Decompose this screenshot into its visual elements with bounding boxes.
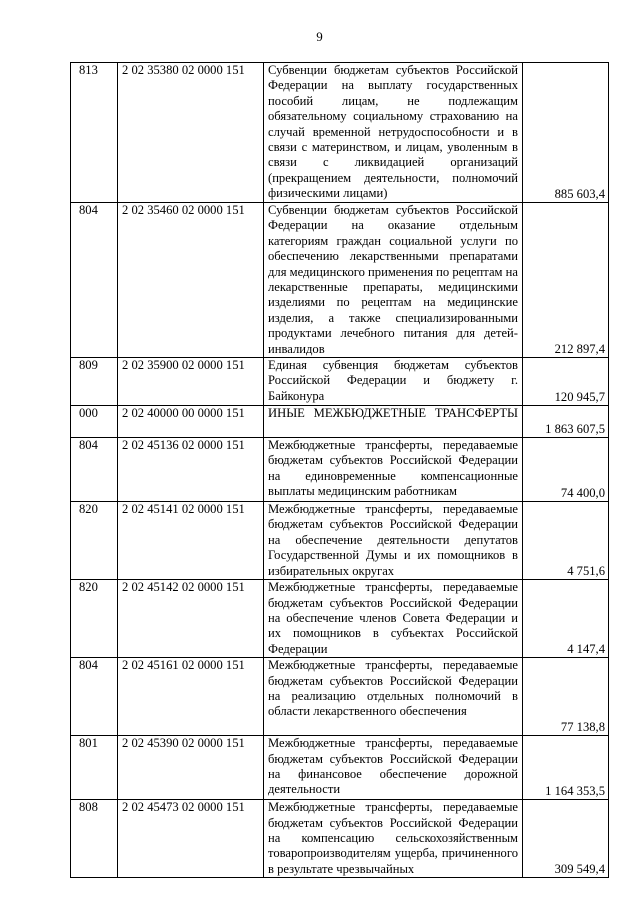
admin-code-cell: 801 [71,736,118,800]
amount-cell: 1 164 353,5 [523,736,609,800]
table-row [71,736,609,800]
amount-cell: 4 751,6 [523,502,609,580]
amount-cell: 77 138,8 [523,658,609,736]
amount-cell: 120 945,7 [523,358,609,406]
budget-code-cell: 2 02 45473 02 0000 151 [118,800,264,878]
admin-code-cell: 000 [71,406,118,438]
budget-code-cell: 2 02 45141 02 0000 151 [118,502,264,580]
description-cell: Единая субвенция бюджетам субъектов Российской Федерации и бюджету г. Байконура [264,358,523,406]
description-cell: Субвенции бюджетам субъектов Российской Федерации на выплату государственных пособий лицам, не подлежащим обязательному социальному страхованию на случай временной нетрудоспособности и в связи с материнством, и лицам, уволенным в связи с ликвидацией организаций (прекращением деятельности, полномочий физическими лицами) [264,63,523,203]
budget-table [70,62,609,878]
amount-cell: 4 147,4 [523,580,609,658]
description-cell: Межбюджетные трансферты, передаваемые бюджетам субъектов Российской Федерации на обеспечение деятельности депутатов Государственной Думы и их помощников в избирательных округах [264,502,523,580]
page-number: 9 [316,29,323,44]
amount-cell: 212 897,4 [523,203,609,358]
budget-code-cell: 2 02 45142 02 0000 151 [118,580,264,658]
table-row [71,502,609,580]
budget-code-cell: 2 02 35460 02 0000 151 [118,203,264,358]
admin-code-cell: 813 [71,63,118,203]
amount-cell: 885 603,4 [523,63,609,203]
table-row [71,358,609,406]
admin-code-cell: 808 [71,800,118,878]
description-cell: Межбюджетные трансферты, передаваемые бюджетам субъектов Российской Федерации на финансовое обеспечение дорожной деятельности [264,736,523,800]
budget-code-cell: 2 02 40000 00 0000 151 [118,406,264,438]
description-cell: Межбюджетные трансферты, передаваемые бюджетам субъектов Российской Федерации на обеспечение членов Совета Федерации и их помощников в субъектах Российской Федерации [264,580,523,658]
admin-code-cell: 804 [71,438,118,502]
admin-code-cell: 820 [71,502,118,580]
admin-code-cell: 820 [71,580,118,658]
description-cell: ИНЫЕ МЕЖБЮДЖЕТНЫЕ ТРАНСФЕРТЫ [264,406,523,438]
table-row [71,203,609,358]
table-row [71,406,609,438]
budget-code-cell: 2 02 45161 02 0000 151 [118,658,264,736]
budget-code-cell: 2 02 45136 02 0000 151 [118,438,264,502]
table-row [71,438,609,502]
description-cell: Межбюджетные трансферты, передаваемые бюджетам субъектов Российской Федерации на единовременные компенсационные выплаты медицинским работникам [264,438,523,502]
description-cell: Межбюджетные трансферты, передаваемые бюджетам субъектов Российской Федерации на реализацию отдельных полномочий в области лекарственного обеспечения [264,658,523,736]
amount-cell: 309 549,4 [523,800,609,878]
admin-code-cell: 804 [71,203,118,358]
admin-code-cell: 804 [71,658,118,736]
budget-code-cell: 2 02 45390 02 0000 151 [118,736,264,800]
description-cell: Субвенции бюджетам субъектов Российской Федерации на оказание отдельным категориям граждан социальной услуги по обеспечению лекарственными препаратами для медицинского применения по рецептам на лекарственные препараты, медицинскими изделиями по рецептам на медицинские изделия, а также специализированными продуктами лечебного питания для детей-инвалидов [264,203,523,358]
description-cell: Межбюджетные трансферты, передаваемые бюджетам субъектов Российской Федерации на компенсацию сельскохозяйственным товаропроизводителям ущерба, причиненного в результате чрезвычайных [264,800,523,878]
table-row [71,800,609,878]
budget-code-cell: 2 02 35900 02 0000 151 [118,358,264,406]
amount-cell: 1 863 607,5 [523,406,609,438]
budget-code-cell: 2 02 35380 02 0000 151 [118,63,264,203]
amount-cell: 74 400,0 [523,438,609,502]
table-row [71,658,609,736]
table-row [71,63,609,203]
table-row [71,580,609,658]
admin-code-cell: 809 [71,358,118,406]
